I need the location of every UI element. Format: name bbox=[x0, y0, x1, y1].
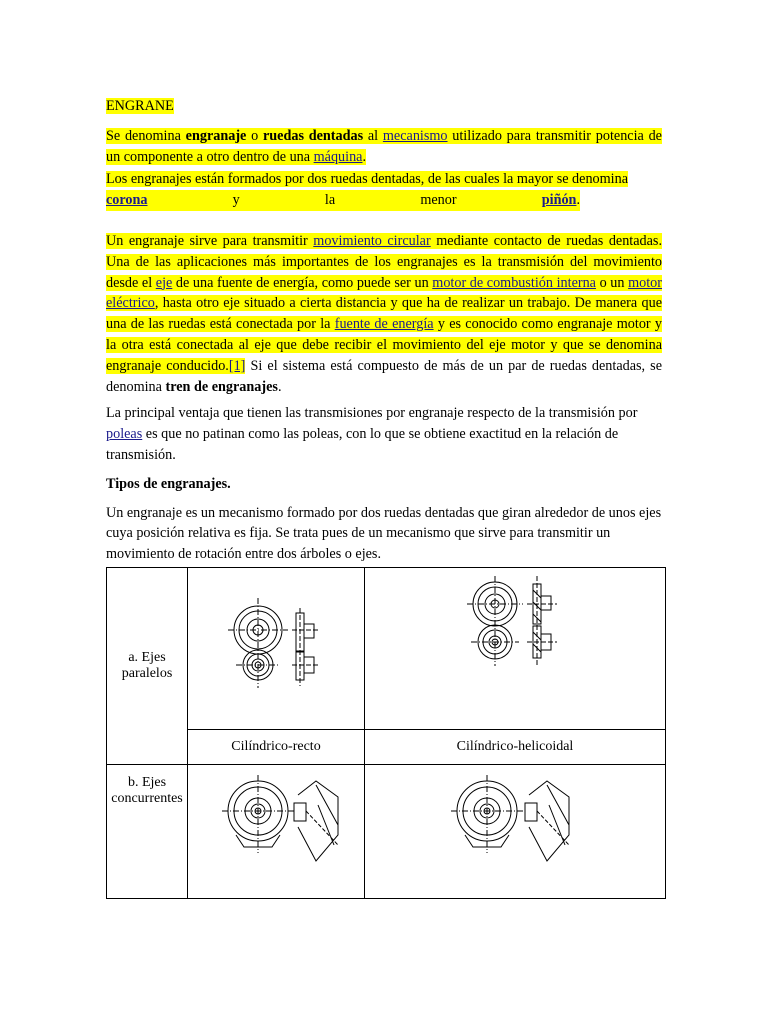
helical-gear-drawing bbox=[415, 568, 615, 724]
link-motor-combustion[interactable]: motor de combustión interna bbox=[432, 274, 596, 291]
link-pinon[interactable]: piñón bbox=[541, 192, 577, 209]
helical-gear-figure bbox=[365, 568, 666, 730]
row-label-concurrent: b. Ejes concurrentes bbox=[107, 765, 188, 899]
gear-types-table bbox=[106, 567, 666, 899]
link-movimiento-circular[interactable]: movimiento circular bbox=[313, 232, 431, 249]
paragraph-definition: Se denomina engranaje o ruedas dentadas al mecanismo utilizado para transmitir potencia de un componente a otro dentro de una máquina. bbox=[106, 127, 662, 165]
bevel-gear-figure-1 bbox=[188, 765, 365, 899]
bevel-gear-drawing bbox=[415, 765, 615, 893]
caption-spur: Cilíndrico-recto bbox=[188, 730, 365, 765]
row-label-parallel: a. Ejes paralelos bbox=[107, 568, 188, 765]
link-mecanismo[interactable]: mecanismo bbox=[382, 127, 448, 144]
paragraph-components: Los engranajes están formados por dos ruedas dentadas, de las cuales la mayor se denomina corona y la menor piñón. bbox=[106, 169, 662, 211]
document-body bbox=[106, 96, 662, 565]
bevel-gear-drawing bbox=[188, 765, 364, 893]
link-maquina[interactable]: máquina bbox=[313, 148, 363, 165]
caption-helical: Cilíndrico-helicoidal bbox=[365, 730, 666, 765]
section-heading: Tipos de engranajes. bbox=[106, 475, 231, 492]
bevel-gear-figure-2 bbox=[365, 765, 666, 899]
spur-gear-drawing bbox=[188, 568, 364, 724]
paragraph-function: Un engranaje sirve para transmitir movimiento circular mediante contacto de ruedas dentadas. Una de las aplicaciones más importantes de los engranajes es la transmisión del movimiento desde el eje de una fuente de energía, como puede ser un motor de combustión interna o un motor eléctrico, hasta otro eje situado a cierta distancia y que ha de realizar un trabajo. De manera que una de las ruedas está conectada por la fuente de energía y es conocido como engranaje motor y la otra está conectada al eje que debe recibir el movimiento del eje motor y que se denomina engranaje conducido.[1] Si el sistema está compuesto de más de un par de ruedas dentadas, se denomina tren de engranajes. bbox=[106, 232, 662, 395]
link-fuente-energia[interactable]: fuente de energía bbox=[334, 316, 434, 333]
spur-gear-figure bbox=[188, 568, 365, 730]
link-corona[interactable]: corona bbox=[106, 192, 148, 209]
link-eje[interactable]: eje bbox=[155, 274, 173, 291]
document-title: ENGRANE bbox=[106, 98, 174, 114]
paragraph-advantage: La principal ventaja que tienen las transmisiones por engranaje respecto de la transmisión por poleas es que no patinan como las poleas, con lo que se obtiene exactitud en la relación de transmisión. bbox=[106, 405, 638, 463]
paragraph-types: Un engranaje es un mecanismo formado por dos ruedas dentadas que giran alrededor de unos ejes cuya posición relativa es fija. Se trata pues de un mecanismo que sirve para transmitir un movimiento de rotación entre dos árboles o ejes. bbox=[106, 504, 662, 563]
footnote-ref[interactable]: [1] bbox=[228, 357, 246, 374]
link-poleas[interactable]: poleas bbox=[106, 426, 143, 443]
link-motor-electrico[interactable]: motor eléctrico bbox=[106, 274, 662, 312]
